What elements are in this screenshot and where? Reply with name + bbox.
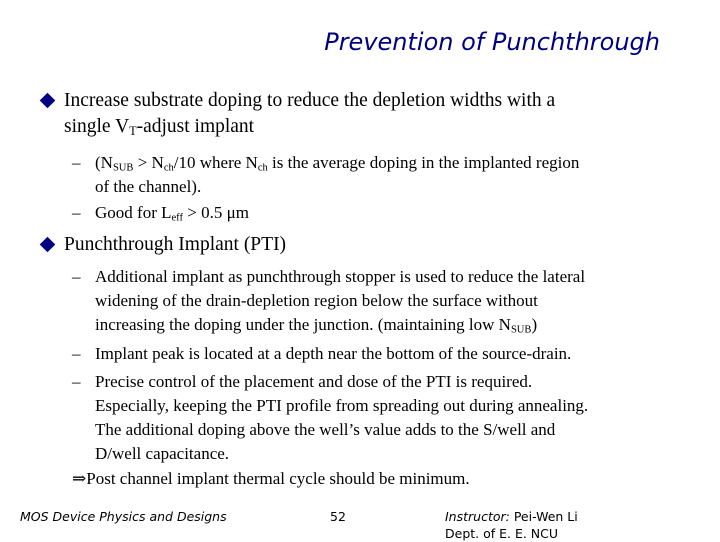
footer-instructor: Instructor: Pei-Wen Li Dept. of E. E. NCU: [445, 509, 578, 541]
diamond-bullet-icon: [40, 237, 56, 253]
slide-title: Prevention of Punchthrough: [324, 28, 660, 56]
bullet-text: Increase substrate doping to reduce the depletion widths with a single $V_T$-adjust implant: [64, 90, 556, 139]
dash-icon: –: [72, 344, 81, 363]
bullet-increase-doping: [42, 88, 555, 140]
bullet-pti: Punchthrough Implant (PTI): [42, 232, 286, 258]
dash-icon: –: [72, 153, 81, 172]
footer-course: MOS Device Physics and Designs: [20, 509, 227, 524]
subbullet-implant-peak: – Implant peak is located at a depth near the bottom of the source-drain.: [72, 342, 682, 366]
subbullet-additional-implant: – Additional implant as punchthrough stopper is used to reduce the lateral widening of the drain-depletion region below the surface without increasing the doping under the junction. (maintaining low $N_{SUB}$): [72, 267, 586, 336]
footer-page-number: 52: [330, 509, 346, 524]
dash-icon: –: [72, 267, 81, 286]
diamond-bullet-icon: [40, 93, 56, 109]
conclusion-line: ⇒Post channel implant thermal cycle should be minimum.: [72, 469, 470, 488]
subbullet-leff: – Good for $L_{eff} > 0.5$ μm: [72, 203, 249, 224]
implies-arrow-icon: ⇒: [72, 469, 87, 488]
subbullet-nsub: – ($N_{SUB} > N_{ch}/10$ where $N_{ch}$ is the average doping in the implanted region of the channel).: [72, 153, 580, 196]
subbullet-precise-control: – Precise control of the placement and dose of the PTI is required. Especially, keeping the PTI profile from spreading out during annealing. The additional doping above the well’s value adds to the S/well and D/well capacitance.: [72, 372, 589, 463]
dash-icon: –: [72, 203, 81, 222]
dash-icon: –: [72, 372, 81, 391]
